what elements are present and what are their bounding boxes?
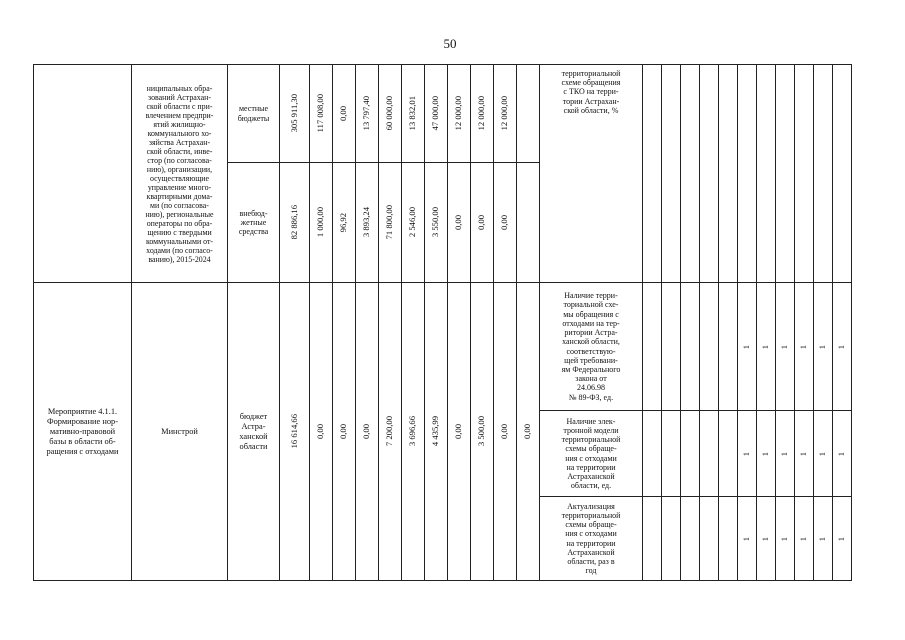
value-cell: 0,00	[333, 65, 356, 163]
indicator-mark: 1	[814, 497, 833, 581]
value-cell: 117 008,00	[310, 65, 333, 163]
value-cell: 3 550,00	[425, 163, 448, 283]
indicator-mark: 1	[776, 283, 795, 411]
indicator-mark: 1	[795, 411, 814, 497]
indicator-mark: 1	[738, 411, 757, 497]
source-cell: внебюд- жетные средства	[228, 163, 280, 283]
value-cell: 2 546,00	[402, 163, 425, 283]
indicator-cell: Актуализация территориальной схемы обраще- ния с отходами на территории Астраханской области, раз в год	[540, 497, 643, 581]
indicator-mark: 1	[738, 283, 757, 411]
value-cell: 0,00	[471, 163, 494, 283]
program-table	[33, 64, 852, 581]
indicator-cell: Наличие элек- тронной модели территориальной схемы обраще- ния с отходами на территории Астраханской области, ед.	[540, 411, 643, 497]
value-cell: 0,00	[448, 283, 471, 581]
indicator-mark: 1	[814, 411, 833, 497]
value-cell: 82 886,16	[280, 163, 310, 283]
value-cell: 0,00	[494, 283, 517, 581]
table-row	[34, 283, 852, 411]
value-cell: 3 893,24	[356, 163, 379, 283]
value-cell: 0,00	[333, 283, 356, 581]
value-cell: 16 614,66	[280, 283, 310, 581]
indicator-mark: 1	[833, 497, 852, 581]
value-cell: 1 000,00	[310, 163, 333, 283]
indicator-mark: 1	[795, 497, 814, 581]
value-cell: 305 911,30	[280, 65, 310, 163]
source-cell: местные бюджеты	[228, 65, 280, 163]
indicator-cell: территориальной схеме обращения с ТКО на терри- тории Астрахан- ской области, %	[540, 65, 643, 283]
value-cell: 60 000,00	[379, 65, 402, 163]
value-cell: 0,00	[448, 163, 471, 283]
value-cell: 4 435,99	[425, 283, 448, 581]
value-cell: 12 000,00	[494, 65, 517, 163]
value-cell: 71 800,00	[379, 163, 402, 283]
value-cell: 13 832,01	[402, 65, 425, 163]
value-cell: 0,00	[310, 283, 333, 581]
value-cell: 7 200,00	[379, 283, 402, 581]
value-cell: 12 000,00	[448, 65, 471, 163]
value-cell: 96,92	[333, 163, 356, 283]
indicator-mark: 1	[757, 411, 776, 497]
value-cell: 3 696,66	[402, 283, 425, 581]
page-number: 50	[443, 36, 457, 51]
executor-cell: Минстрой	[132, 283, 228, 581]
executor-cell: ниципальных обра- зований Астрахан- ской области с при- влечением предпри- ятий жилищно- коммунального хо- зяйства Астрахан- ской области, инве- стор (по согласова- нию), организации, осуществляющие управление много- квартирными дома- ми (по согласова- нию), региональные операторы по обра- щению с твердыми коммунальными от- ходами (по согласо- ванию), 2015-2024	[132, 65, 228, 283]
value-cell: 0,00	[356, 283, 379, 581]
indicator-mark: 1	[776, 497, 795, 581]
indicator-mark: 1	[833, 411, 852, 497]
table-row	[34, 65, 852, 163]
value-cell	[517, 65, 540, 163]
indicator-mark: 1	[776, 411, 795, 497]
indicator-mark: 1	[757, 283, 776, 411]
value-cell: 13 797,40	[356, 65, 379, 163]
indicator-mark: 1	[833, 283, 852, 411]
value-cell: 0,00	[494, 163, 517, 283]
indicator-mark: 1	[795, 283, 814, 411]
indicator-mark: 1	[757, 497, 776, 581]
value-cell	[517, 163, 540, 283]
value-cell: 0,00	[517, 283, 540, 581]
measure-cell-empty	[34, 65, 132, 283]
indicator-mark: 1	[814, 283, 833, 411]
value-cell: 12 000,00	[471, 65, 494, 163]
source-cell: бюджет Астра- ханской области	[228, 283, 280, 581]
measure-cell: Мероприятие 4.1.1. Формирование нор- мативно-правовой базы в области об- ращения с отходами	[34, 283, 132, 581]
indicator-cell: Наличие терри- ториальной схе- мы обращения с отходами на тер- ритории Астра- ханской области, соответствую- щей требовани- ям Федерального закона от 24.06.98 № 89-ФЗ, ед.	[540, 283, 643, 411]
indicator-mark: 1	[738, 497, 757, 581]
value-cell: 47 000,00	[425, 65, 448, 163]
value-cell: 3 500,00	[471, 283, 494, 581]
